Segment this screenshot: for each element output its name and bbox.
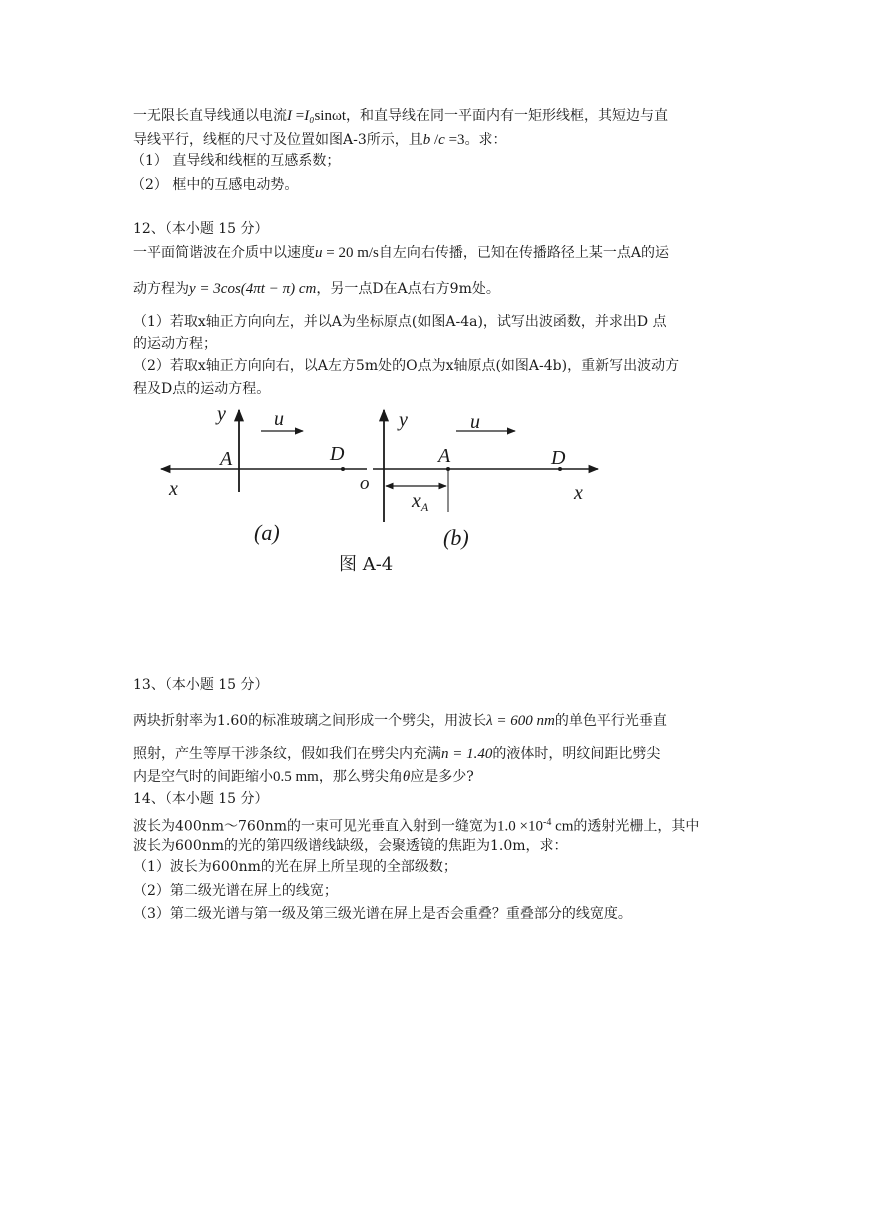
current-symbol: I <box>287 108 292 124</box>
q12-line-1: 一平面简谐波在介质中以速度u = 20 m/s自左向右传播，已知在传播路径上某一点A的运 <box>133 245 669 261</box>
fig-b-caption: (b) <box>443 525 469 550</box>
wave-equation: y = 3cos(4πt − π) cm <box>189 281 317 297</box>
fig-a-caption: (a) <box>254 520 280 545</box>
fig-b-o-label: o <box>360 473 370 494</box>
figure-caption: 图 A-4 <box>339 554 394 575</box>
fig-a-a-label: A <box>220 448 233 470</box>
q14-header: 14、（本小题 15 分） <box>133 791 269 807</box>
fig-b-y-label: y <box>399 409 408 431</box>
fig-a-x-label: x <box>169 478 178 500</box>
fig-a-point-d <box>341 467 345 471</box>
q11-line-2: 导线平行，线框的尺寸及位置如图A-3所示，且b /c =3。求： <box>133 132 507 148</box>
q14-sub-2: （2）第二级光谱在屏上的线宽； <box>133 883 338 899</box>
fig-b-d-label: D <box>551 447 566 469</box>
fig-a-y-label: y <box>217 403 226 425</box>
fig-a-d-label: D <box>330 443 345 465</box>
q11-item-2: （2） 框中的互感电动势。 <box>131 177 299 193</box>
q12-sub-2b: 程及D点的运动方程。 <box>133 381 271 397</box>
q14-line-1: 波长为400nm～760nm的一束可见光垂直入射到一缝宽为$1.0 \times 10^{-4}$ cm的透射光栅上，其中 <box>133 817 700 835</box>
fig-b-xa-label: $x_A$ <box>412 490 429 514</box>
q13-line-3: 内是空气时的间距缩小0.5 mm，那么劈尖角θ应是多少? <box>133 769 474 785</box>
fig-b-u-label: u <box>470 411 480 433</box>
q12-line-2: 动方程为y = 3cos(4πt − π) cm，另一点D在A点右方9m处。 <box>133 281 500 297</box>
q13-header: 13、（本小题 15 分） <box>133 677 269 693</box>
q13-line-1: 两块折射率为1.60的标准玻璃之间形成一个劈尖，用波长λ = 600 nm的单色平行光垂直 <box>133 713 667 729</box>
fig-b-point-a <box>446 467 450 471</box>
q11-item-1: （1） 直导线和线框的互感系数； <box>131 153 341 169</box>
figure-a4 <box>155 400 615 585</box>
fig-b-x-label: x <box>574 482 583 504</box>
q14-sub-1: （1）波长为600nm的光在屏上所呈现的全部级数； <box>133 859 457 875</box>
fig-b-a-label: A <box>438 445 451 467</box>
q12-sub-1b: 的运动方程； <box>133 336 217 352</box>
q11-line-1: 一无限长直导线通以电流I =I₀sinωt，和直导线在同一平面内有一矩形线框，其短边与直 <box>133 108 668 124</box>
fig-a-u-label: u <box>274 408 284 430</box>
q12-sub-1a: （1）若取x轴正方向向左，并以A为坐标原点(如图A-4a)，试写出波函数，并求出D 点 <box>133 314 667 330</box>
q12-header: 12、（本小题 15 分） <box>133 221 269 237</box>
q12-sub-2a: （2）若取x轴正方向向右，以A左方5m处的O点为x轴原点(如图A-4b)，重新写出波动方 <box>133 358 680 374</box>
q14-line-2: 波长为600nm的光的第四级谱线缺级，会聚透镜的焦距为1.0m，求： <box>133 838 568 854</box>
q14-sub-3: （3）第二级光谱与第一级及第三级光谱在屏上是否会重叠？重叠部分的线宽度。 <box>133 906 632 922</box>
q13-line-2: 照射，产生等厚干涉条纹，假如我们在劈尖内充满n = 1.40的液体时，明纹间距比劈尖 <box>133 746 661 762</box>
